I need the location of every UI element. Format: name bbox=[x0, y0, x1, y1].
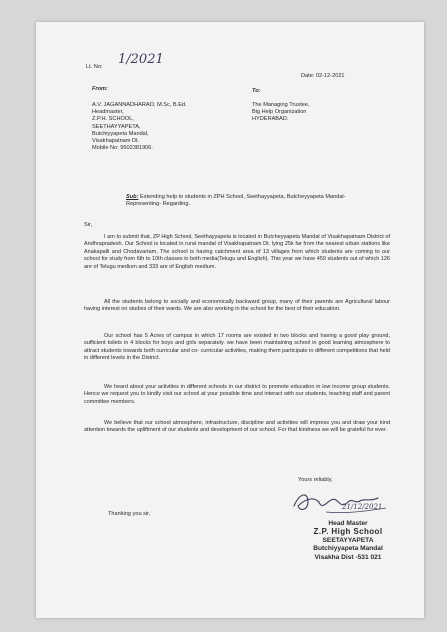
stamp-line: Z.P. High School bbox=[313, 527, 383, 537]
stamp-line: Visakha Dist -531 021 bbox=[314, 553, 382, 561]
sender-line: SEETHAYYAPETA, bbox=[92, 123, 141, 130]
recipient-line: Big Help Organization bbox=[252, 109, 307, 116]
sender-line: Visakhapatnam Dt. bbox=[92, 138, 140, 145]
recipient-line: HYDERABAD. bbox=[252, 116, 289, 123]
letter-date: Date: 02-12-2021 bbox=[301, 73, 345, 79]
signature-icon bbox=[286, 484, 406, 520]
paragraph-belief: We believe that our school atmosphere, infrastructure, discipline and activities will impress you and draw your kind attention towards the upliftment of our students and development of our school. For that kindness we will be grateful for ever. bbox=[84, 420, 390, 434]
stamp-line: Head Master bbox=[328, 520, 368, 527]
sender-line: Z.P.H. SCHOOL, bbox=[92, 116, 134, 123]
signature-date: 21/12/2021 bbox=[342, 503, 383, 511]
paragraph-students: All the students belong to socially and economically backward group, many of their parents are Agricultural labour having interest on studies of their wards. We are also working in the school for the best of their education. bbox=[84, 299, 390, 313]
from-label: From: bbox=[92, 86, 108, 92]
salutation: Sir, bbox=[84, 222, 93, 228]
letter-ref-number: 1/2021 bbox=[118, 52, 164, 67]
sender-line: A.V. JAGANNADHARAO, M.Sc, B.Ed. bbox=[92, 102, 187, 108]
school-stamp bbox=[288, 520, 408, 562]
sender-line: Mobile No: 9502381906. bbox=[92, 145, 153, 152]
stamp-line: SEETAYYAPETA bbox=[322, 536, 374, 544]
sender-line: Headmaster, bbox=[92, 109, 124, 116]
letter-ref-label: Lt. No: bbox=[86, 64, 103, 70]
subject-line bbox=[126, 194, 366, 208]
paragraph-campus: Our school has 5 Acres of campus in which 17 rooms are existed in two blocks and having a good play ground, sufficient toilets in 4 blocks for boys and girls separately. we have been maintaining school in good learning atmosphere to attract students towards both curricular and co- curricular activities, making them participate in different competitions that held in different levels in the District. bbox=[84, 333, 390, 362]
letter-page bbox=[36, 22, 424, 618]
to-label: To: bbox=[252, 88, 261, 94]
closing: Thanking you sir, bbox=[108, 511, 151, 517]
signoff: Yours reliably, bbox=[298, 477, 333, 483]
sender-line: Butchiyyapeta Mandal, bbox=[92, 130, 149, 137]
paragraph-school-location: I am to submit that, ZP High School, Seethayyapeta is located in Butcheyyapeta Mandal of Visakhapatnam District of Andhrapradesh. Our School is located in rural mandal of Visakhapatnam Dt. lying 25k far from the nearest urban stations like Anakapalli and Chodavartam. The school is having catchment area of 13 villages from which students are coming to our school for study from 6th to 10th classes in both media(Telugu and English). This year we have 459 students out of which 126 are of Telugu medium and 333 are of English medium. bbox=[84, 234, 390, 270]
sender-address bbox=[92, 102, 187, 152]
recipient-address bbox=[252, 102, 310, 124]
subject-text: Extending help to students in ZPH School, Seethayyapeta, Butcheyyapeta Mandal- Representing- Regarding. bbox=[126, 194, 346, 208]
stamp-line: Butchiyyapeta Mandal bbox=[313, 545, 383, 553]
recipient-line: The Managing Trustee, bbox=[252, 102, 310, 108]
subject-label: Sub: bbox=[126, 194, 139, 200]
paragraph-request: We heard about your activities in different schools in our district to promote education in low income group students. Hence we request you to kindly visit our school at your possible time and interact with our students, teaching staff and parent committee members. bbox=[84, 384, 390, 405]
